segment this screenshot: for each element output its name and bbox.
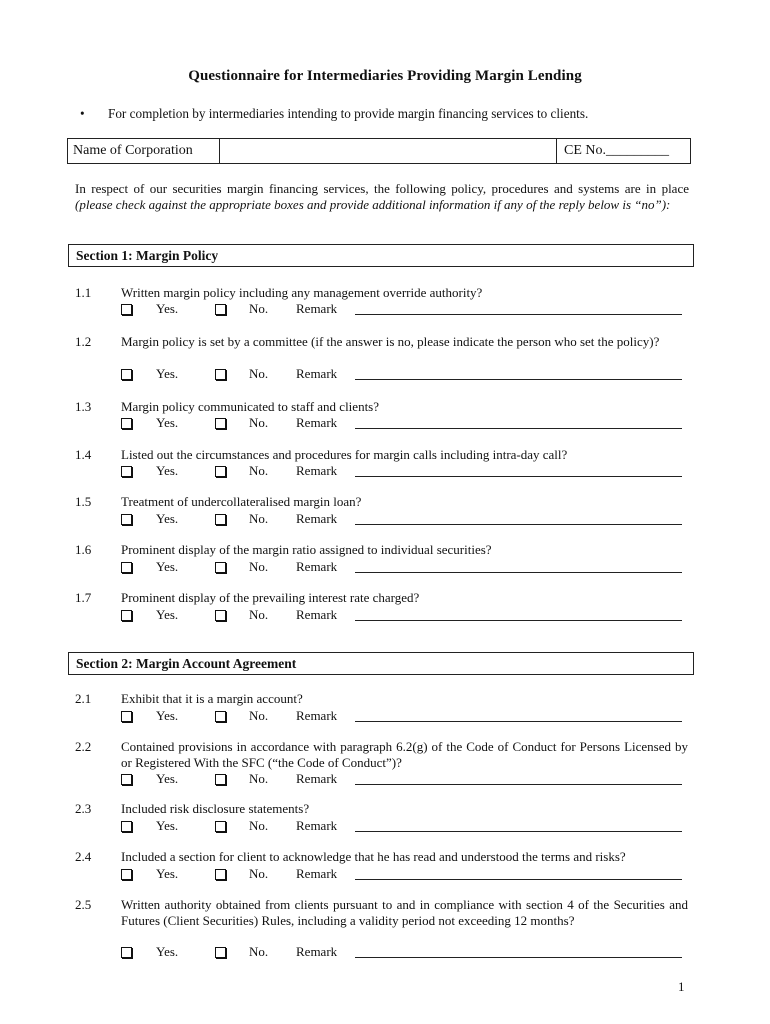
answer-row-2-3 bbox=[121, 818, 691, 834]
no-label: No. bbox=[249, 415, 269, 430]
no-checkbox[interactable] bbox=[215, 607, 226, 625]
yes-checkbox[interactable] bbox=[121, 866, 132, 884]
yes-label: Yes. bbox=[156, 607, 179, 622]
checkbox-icon bbox=[121, 418, 132, 429]
question-text: Listed out the circumstances and procedures for margin calls including intra-day call? bbox=[121, 447, 568, 462]
checkbox-icon bbox=[215, 610, 226, 621]
no-checkbox[interactable] bbox=[215, 511, 226, 529]
question-text: Margin policy is set by a committee (if the answer is no, please indicate the person who set the policy)? bbox=[121, 334, 660, 349]
remark-label: Remark bbox=[296, 301, 338, 316]
page-number: 1 bbox=[678, 979, 685, 994]
remark-input-line[interactable] bbox=[355, 572, 682, 573]
checkbox-icon bbox=[215, 466, 226, 477]
question-text: Prominent display of the prevailing interest rate charged? bbox=[121, 590, 420, 605]
question-number: 2.3 bbox=[75, 801, 92, 816]
checkbox-icon bbox=[121, 711, 132, 722]
remark-input-line[interactable] bbox=[355, 957, 682, 958]
yes-label: Yes. bbox=[156, 866, 179, 881]
yes-checkbox[interactable] bbox=[121, 366, 132, 384]
yes-label: Yes. bbox=[156, 511, 179, 526]
question-number: 1.1 bbox=[75, 285, 92, 300]
instruction-text: For completion by intermediaries intending to provide margin financing services to clients. bbox=[108, 106, 589, 121]
checkbox-icon bbox=[121, 466, 132, 477]
remark-label: Remark bbox=[296, 818, 338, 833]
checkbox-icon bbox=[215, 418, 226, 429]
yes-checkbox[interactable] bbox=[121, 944, 132, 962]
checkbox-icon bbox=[215, 821, 226, 832]
intro-instruction: (please check against the appropriate boxes and provide additional information if any of the reply below is “no”): bbox=[75, 196, 671, 212]
yes-checkbox[interactable] bbox=[121, 511, 132, 529]
no-checkbox[interactable] bbox=[215, 463, 226, 481]
remark-input-line[interactable] bbox=[355, 524, 682, 525]
no-label: No. bbox=[249, 944, 269, 959]
intro-text: In respect of our securities margin financing services, the following policy, procedures and systems are in place bbox=[75, 181, 689, 196]
question-number: 2.1 bbox=[75, 691, 92, 706]
answer-row-1-4 bbox=[121, 463, 691, 479]
remark-label: Remark bbox=[296, 463, 338, 478]
question-number: 1.7 bbox=[75, 590, 92, 605]
yes-checkbox[interactable] bbox=[121, 559, 132, 577]
bullet-dot-icon: • bbox=[80, 106, 85, 121]
name-of-corporation-label: Name of Corporation bbox=[68, 139, 220, 163]
remark-input-line[interactable] bbox=[355, 721, 682, 722]
answer-row-2-5 bbox=[121, 944, 691, 960]
checkbox-icon bbox=[215, 947, 226, 958]
answer-row-2-4 bbox=[121, 866, 691, 882]
question-number: 1.4 bbox=[75, 447, 92, 462]
question-number: 1.3 bbox=[75, 399, 92, 414]
instruction-bullet bbox=[80, 106, 588, 122]
no-label: No. bbox=[249, 818, 269, 833]
checkbox-icon bbox=[121, 610, 132, 621]
question-number: 1.2 bbox=[75, 334, 92, 349]
no-checkbox[interactable] bbox=[215, 771, 226, 789]
question-text: Written authority obtained from clients pursuant to and in compliance with section 4 of the Securities and Futures (Client Securities) Rules, including a validity period not exceeding 12 months? bbox=[121, 897, 688, 928]
checkbox-icon bbox=[215, 304, 226, 315]
remark-input-line[interactable] bbox=[355, 314, 682, 315]
remark-input-line[interactable] bbox=[355, 476, 682, 477]
remark-input-line[interactable] bbox=[355, 428, 682, 429]
question-text: Exhibit that it is a margin account? bbox=[121, 691, 303, 706]
no-label: No. bbox=[249, 708, 269, 723]
yes-checkbox[interactable] bbox=[121, 463, 132, 481]
no-label: No. bbox=[249, 559, 269, 574]
remark-label: Remark bbox=[296, 944, 338, 959]
no-checkbox[interactable] bbox=[215, 944, 226, 962]
question-number: 2.2 bbox=[75, 739, 92, 754]
remark-label: Remark bbox=[296, 866, 338, 881]
answer-row-1-5 bbox=[121, 511, 691, 527]
no-label: No. bbox=[249, 463, 269, 478]
no-label: No. bbox=[249, 866, 269, 881]
checkbox-icon bbox=[215, 562, 226, 573]
yes-checkbox[interactable] bbox=[121, 771, 132, 789]
answer-row-1-7 bbox=[121, 607, 691, 623]
no-checkbox[interactable] bbox=[215, 415, 226, 433]
no-checkbox[interactable] bbox=[215, 559, 226, 577]
question-text: Treatment of undercollateralised margin loan? bbox=[121, 494, 362, 509]
question-text: Contained provisions in accordance with paragraph 6.2(g) of the Code of Conduct for Persons Licensed by or Registered With the SFC (“the Code of Conduct”)? bbox=[121, 739, 688, 770]
remark-input-line[interactable] bbox=[355, 784, 682, 785]
remark-label: Remark bbox=[296, 607, 338, 622]
remark-input-line[interactable] bbox=[355, 620, 682, 621]
checkbox-icon bbox=[121, 514, 132, 525]
remark-label: Remark bbox=[296, 366, 338, 381]
yes-checkbox[interactable] bbox=[121, 607, 132, 625]
checkbox-icon bbox=[121, 304, 132, 315]
answer-row-1-3 bbox=[121, 415, 691, 431]
name-of-corporation-field[interactable] bbox=[220, 139, 557, 163]
no-checkbox[interactable] bbox=[215, 366, 226, 384]
corporation-table bbox=[67, 138, 691, 164]
yes-label: Yes. bbox=[156, 944, 179, 959]
question-text: Written margin policy including any management override authority? bbox=[121, 285, 483, 300]
yes-label: Yes. bbox=[156, 708, 179, 723]
no-checkbox[interactable] bbox=[215, 866, 226, 884]
remark-label: Remark bbox=[296, 415, 338, 430]
no-label: No. bbox=[249, 366, 269, 381]
no-label: No. bbox=[249, 301, 269, 316]
answer-row-2-2 bbox=[121, 771, 691, 787]
yes-label: Yes. bbox=[156, 818, 179, 833]
yes-checkbox[interactable] bbox=[121, 818, 132, 836]
no-label: No. bbox=[249, 771, 269, 786]
remark-label: Remark bbox=[296, 771, 338, 786]
question-text: Included a section for client to acknowledge that he has read and understood the terms and risks? bbox=[121, 849, 626, 864]
checkbox-icon bbox=[215, 869, 226, 880]
remark-input-line[interactable] bbox=[355, 831, 682, 832]
yes-checkbox[interactable] bbox=[121, 301, 132, 319]
yes-label: Yes. bbox=[156, 366, 179, 381]
yes-checkbox[interactable] bbox=[121, 415, 132, 433]
answer-row-1-1 bbox=[121, 301, 691, 317]
yes-label: Yes. bbox=[156, 771, 179, 786]
remark-input-line[interactable] bbox=[355, 379, 682, 380]
page-title: Questionnaire for Intermediaries Providing Margin Lending bbox=[188, 68, 582, 84]
question-text: Margin policy communicated to staff and clients? bbox=[121, 399, 380, 414]
yes-label: Yes. bbox=[156, 301, 179, 316]
checkbox-icon bbox=[215, 514, 226, 525]
checkbox-icon bbox=[121, 562, 132, 573]
yes-label: Yes. bbox=[156, 463, 179, 478]
section-2-header: Section 2: Margin Account Agreement bbox=[68, 652, 694, 675]
answer-row-1-6 bbox=[121, 559, 691, 575]
question-number: 2.5 bbox=[75, 897, 92, 912]
question-text: Prominent display of the margin ratio assigned to individual securities? bbox=[121, 542, 492, 557]
checkbox-icon bbox=[121, 774, 132, 785]
question-number: 2.4 bbox=[75, 849, 92, 864]
no-checkbox[interactable] bbox=[215, 301, 226, 319]
checkbox-icon bbox=[121, 821, 132, 832]
no-label: No. bbox=[249, 607, 269, 622]
yes-checkbox[interactable] bbox=[121, 708, 132, 726]
checkbox-icon bbox=[121, 947, 132, 958]
question-number: 1.6 bbox=[75, 542, 92, 557]
section-1-header: Section 1: Margin Policy bbox=[68, 244, 694, 267]
intro-paragraph bbox=[75, 181, 689, 212]
answer-row-2-1 bbox=[121, 708, 691, 724]
question-text: Included risk disclosure statements? bbox=[121, 801, 310, 816]
no-checkbox[interactable] bbox=[215, 818, 226, 836]
ce-number-field[interactable]: CE No._________ bbox=[564, 143, 669, 158]
checkbox-icon bbox=[121, 369, 132, 380]
answer-row-1-2 bbox=[121, 366, 691, 382]
question-number: 1.5 bbox=[75, 494, 92, 509]
yes-label: Yes. bbox=[156, 559, 179, 574]
remark-label: Remark bbox=[296, 708, 338, 723]
yes-label: Yes. bbox=[156, 415, 179, 430]
remark-label: Remark bbox=[296, 511, 338, 526]
checkbox-icon bbox=[215, 369, 226, 380]
checkbox-icon bbox=[215, 774, 226, 785]
no-label: No. bbox=[249, 511, 269, 526]
remark-label: Remark bbox=[296, 559, 338, 574]
remark-input-line[interactable] bbox=[355, 879, 682, 880]
no-checkbox[interactable] bbox=[215, 708, 226, 726]
checkbox-icon bbox=[215, 711, 226, 722]
checkbox-icon bbox=[121, 869, 132, 880]
